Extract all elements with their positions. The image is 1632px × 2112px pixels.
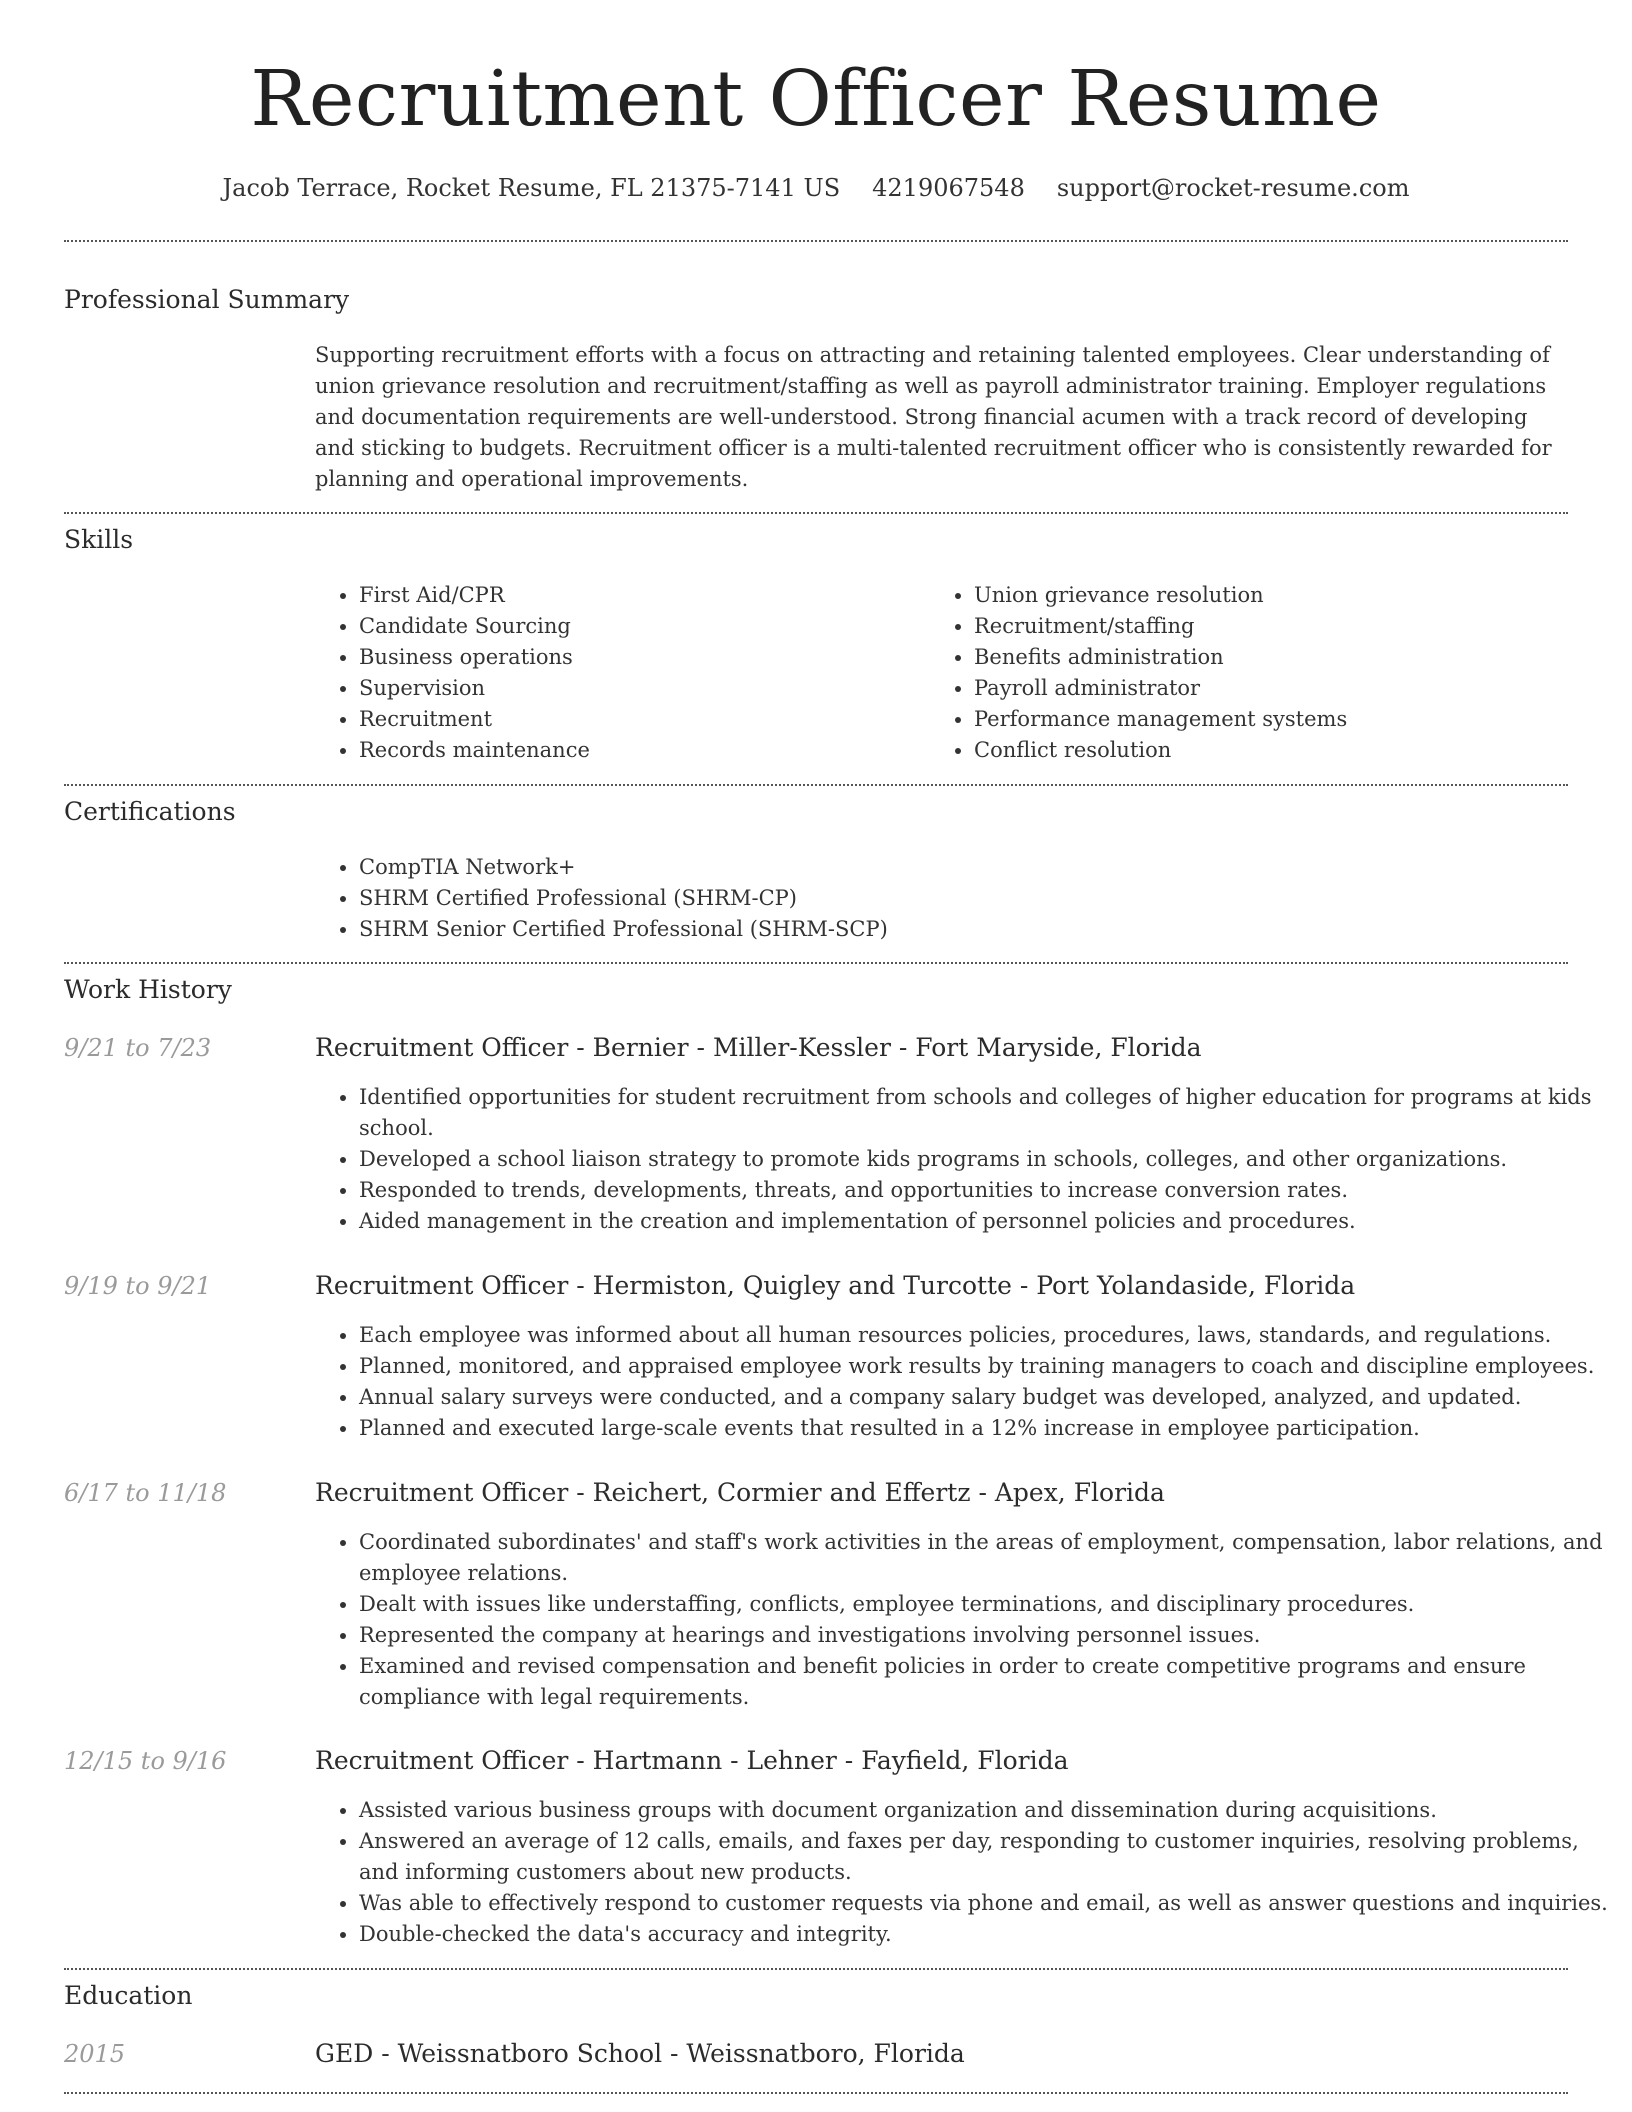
job-bullet: • Developed a school liaison strategy to promote kids programs in schools, colleges, and other organizations. — [359, 1144, 1609, 1175]
divider — [64, 2092, 1568, 2094]
education-entry: GED - Weissnatboro School - Weissnatboro, Florida — [315, 2039, 965, 2068]
resume-title: Recruitment Officer Resume — [250, 55, 1382, 144]
job-dates: 9/19 to 9/21 — [64, 1272, 212, 1300]
skill-item: • Recruitment/staffing — [974, 611, 1594, 642]
skill-item: • Supervision — [359, 673, 919, 704]
certification-item: • CompTIA Network+ — [359, 852, 1559, 883]
job-bullet: • Aided management in the creation and implementation of personnel policies and procedures. — [359, 1206, 1609, 1237]
job-dates: 6/17 to 11/18 — [64, 1479, 227, 1507]
job-dates: 12/15 to 9/16 — [64, 1747, 227, 1775]
job-bullet: • Double-checked the data's accuracy and integrity. — [359, 1919, 1609, 1950]
job-bullet: • Answered an average of 12 calls, emails, and faxes per day, responding to customer inquiries, resolving problems, and informing customers about new products. — [359, 1826, 1609, 1888]
skill-item: • Candidate Sourcing — [359, 611, 919, 642]
contact-line — [0, 170, 1632, 206]
contact-email: support@rocket-resume.com — [1056, 174, 1410, 202]
certification-item: • SHRM Senior Certified Professional (SHRM-SCP) — [359, 914, 1559, 945]
skill-item: • Recruitment — [359, 704, 919, 735]
job-bullet: • Identified opportunities for student recruitment from schools and colleges of higher education for programs at kids school. — [359, 1082, 1609, 1144]
section-heading-certifications: Certifications — [64, 797, 236, 826]
job-bullet: • Represented the company at hearings and investigations involving personnel issues. — [359, 1620, 1609, 1651]
certifications-list — [315, 852, 1559, 945]
job-bullet: • Planned, monitored, and appraised employee work results by training managers to coach and discipline employees. — [359, 1351, 1609, 1382]
job-title: Recruitment Officer - Hartmann - Lehner - Fayfield, Florida — [315, 1746, 1069, 1775]
skill-item: • Performance management systems — [974, 704, 1594, 735]
job-bullets — [315, 1527, 1609, 1713]
skill-item: • Business operations — [359, 642, 919, 673]
education-year: 2015 — [64, 2040, 126, 2068]
divider — [64, 1968, 1568, 1970]
job-bullet: • Annual salary surveys were conducted, and a company salary budget was developed, analyzed, and updated. — [359, 1382, 1609, 1413]
skill-item: • Conflict resolution — [974, 735, 1594, 766]
skills-list-right — [930, 580, 1594, 766]
skill-item: • Payroll administrator — [974, 673, 1594, 704]
job-title: Recruitment Officer - Hermiston, Quigley and Turcotte - Port Yolandaside, Florida — [315, 1271, 1356, 1300]
job-bullet: • Planned and executed large-scale events that resulted in a 12% increase in employee participation. — [359, 1413, 1609, 1444]
skill-item: • Records maintenance — [359, 735, 919, 766]
section-heading-skills: Skills — [64, 525, 134, 554]
job-title: Recruitment Officer - Reichert, Cormier and Effertz - Apex, Florida — [315, 1478, 1165, 1507]
job-bullets — [315, 1795, 1609, 1950]
section-heading-summary: Professional Summary — [64, 285, 350, 314]
job-bullets — [315, 1082, 1609, 1237]
job-bullet: • Assisted various business groups with document organization and dissemination during acquisitions. — [359, 1795, 1609, 1826]
job-dates: 9/21 to 7/23 — [64, 1034, 212, 1062]
skill-item: • Union grievance resolution — [974, 580, 1594, 611]
divider — [64, 240, 1568, 242]
divider — [64, 784, 1568, 786]
skill-item: • Benefits administration — [974, 642, 1594, 673]
job-bullet: • Was able to effectively respond to customer requests via phone and email, as well as answer questions and inquiries. — [359, 1888, 1609, 1919]
certification-item: • SHRM Certified Professional (SHRM-CP) — [359, 883, 1559, 914]
contact-address: Jacob Terrace, Rocket Resume, FL 21375-7141 US — [222, 174, 841, 202]
job-title: Recruitment Officer - Bernier - Miller-Kessler - Fort Maryside, Florida — [315, 1033, 1202, 1062]
job-bullet: • Each employee was informed about all human resources policies, procedures, laws, standards, and regulations. — [359, 1320, 1609, 1351]
job-bullet: • Dealt with issues like understaffing, conflicts, employee terminations, and disciplinary procedures. — [359, 1589, 1609, 1620]
section-heading-work-history: Work History — [64, 975, 232, 1004]
divider — [64, 962, 1568, 964]
divider — [64, 512, 1568, 514]
job-bullet: • Examined and revised compensation and benefit policies in order to create competitive programs and ensure compliance with legal requirements. — [359, 1651, 1609, 1713]
section-heading-education: Education — [64, 1981, 193, 2010]
skill-item: • First Aid/CPR — [359, 580, 919, 611]
summary-text: Supporting recruitment efforts with a focus on attracting and retaining talented employees. Clear understanding of union grievance resolution and recruitment/staffing as well as payroll administrator training. Employer regulations and documentation requirements are well-understood. Strong financial acumen with a track record of developing and sticking to budgets. Recruitment officer is a multi-talented recruitment officer who is consistently rewarded for planning and operational improvements. — [315, 343, 1552, 491]
skills-list-left — [315, 580, 919, 766]
job-bullet: • Coordinated subordinates' and staff's work activities in the areas of employment, compensation, labor relations, and employee relations. — [359, 1527, 1609, 1589]
job-bullets — [315, 1320, 1609, 1444]
contact-phone: 4219067548 — [872, 174, 1025, 202]
job-bullet: • Responded to trends, developments, threats, and opportunities to increase conversion rates. — [359, 1175, 1609, 1206]
